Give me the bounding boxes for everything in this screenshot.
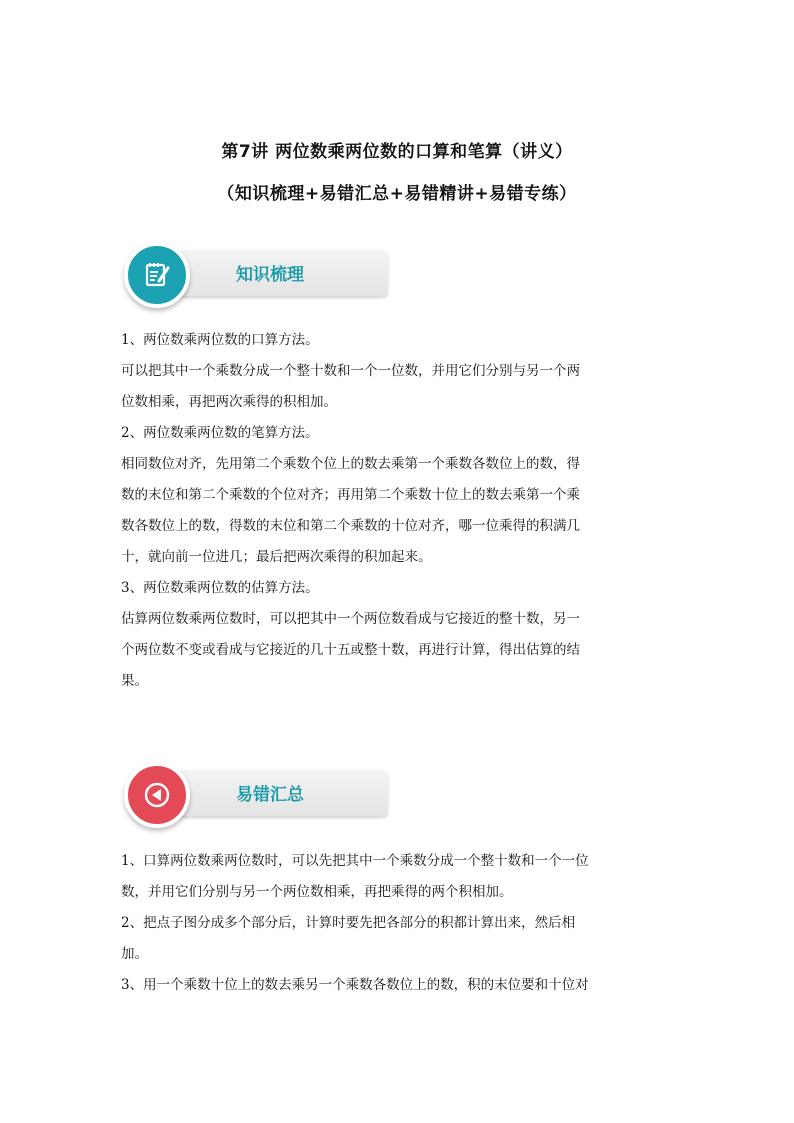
text-line: 1、两位数乘两位数的口算方法。: [121, 332, 319, 348]
text-line: 果。: [121, 673, 148, 689]
section-heading: 知识梳理: [236, 265, 304, 285]
page-title: 第7讲 两位数乘两位数的口算和笔算（讲义）: [221, 142, 573, 162]
text-line: 十，就向前一位进几；最后把两次乘得的积加起来。: [121, 549, 432, 565]
notepad-pencil-icon: [124, 242, 190, 308]
text-line: 数各数位上的数，得数的末位和第二个乘数的十位对齐，哪一位乘得的积满几: [121, 518, 580, 534]
text-line: 加。: [121, 946, 148, 962]
text-line: 数，并用它们分别与另一个两位数相乘，再把乘得的两个积相加。: [121, 884, 513, 900]
play-back-icon: [124, 762, 190, 828]
section-body-knowledge: [121, 325, 681, 697]
section-body-errors: [121, 846, 681, 1001]
section-banner-knowledge: [118, 248, 394, 308]
section-banner-errors: [118, 768, 394, 828]
text-line: 2、两位数乘两位数的笔算方法。: [121, 425, 319, 441]
text-line: 3、两位数乘两位数的估算方法。: [121, 580, 319, 596]
text-line: 个两位数不变或看成与它接近的几十五或整十数，再进行计算，得出估算的结: [121, 642, 580, 658]
page-subtitle: （知识梳理+易错汇总+易错精讲+易错专练）: [217, 184, 577, 204]
text-line: 位数相乘，再把两次乘得的积相加。: [121, 394, 337, 410]
text-line: 相同数位对齐，先用第二个乘数个位上的数去乘第一个乘数各数位上的数，得: [121, 456, 580, 472]
text-line: 数的末位和第二个乘数的个位对齐；再用第二个乘数十位上的数去乘第一个乘: [121, 487, 580, 503]
section-heading: 易错汇总: [236, 785, 304, 805]
text-line: 1、口算两位数乘两位数时，可以先把其中一个乘数分成一个整十数和一个一位: [121, 853, 589, 869]
text-line: 3、用一个乘数十位上的数去乘另一个乘数各数位上的数，积的末位要和十位对: [121, 977, 589, 993]
text-line: 估算两位数乘两位数时，可以把其中一个两位数看成与它接近的整十数，另一: [121, 611, 580, 627]
text-line: 可以把其中一个乘数分成一个整十数和一个一位数，并用它们分别与另一个两: [121, 363, 580, 379]
text-line: 2、把点子图分成多个部分后，计算时要先把各部分的积都计算出来，然后相: [121, 915, 576, 931]
